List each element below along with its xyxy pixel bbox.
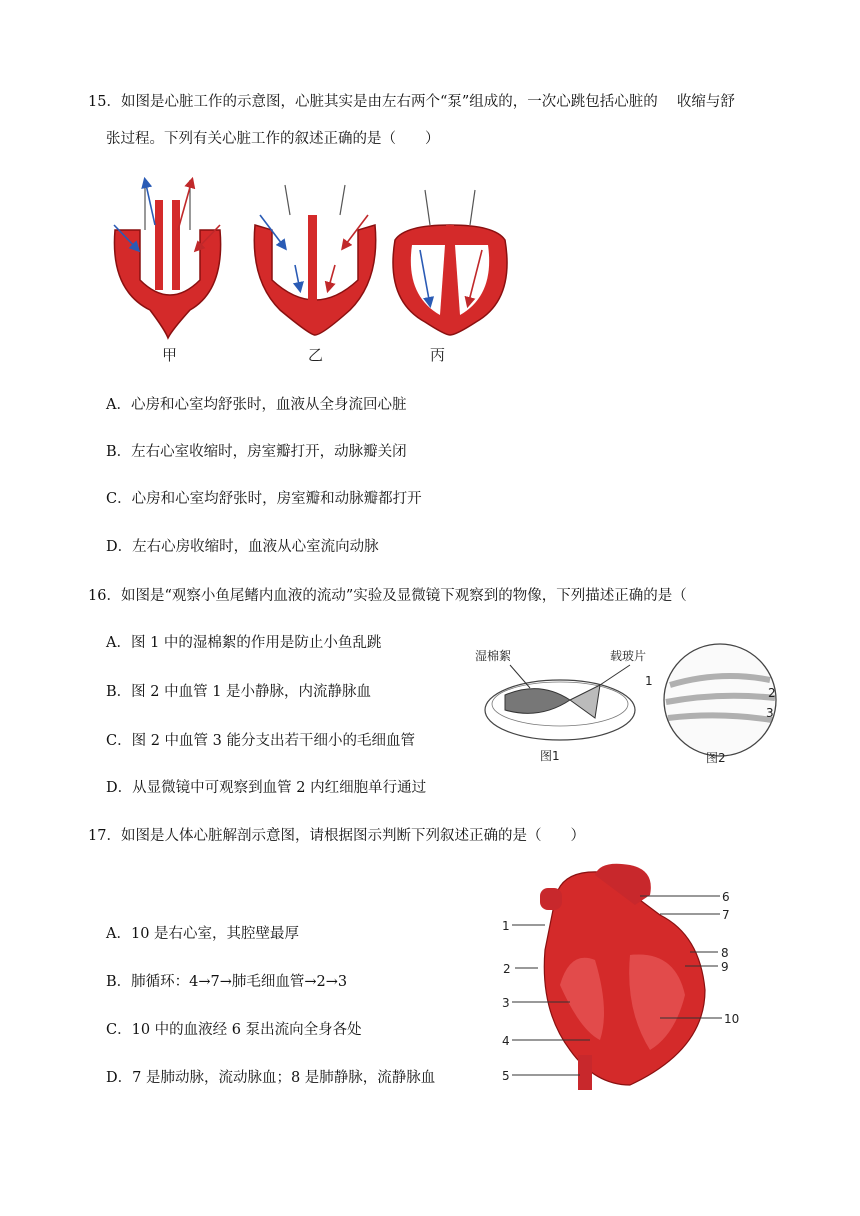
label-fig2: 图2 [706, 751, 726, 765]
anatomy-label-9: 9 [721, 960, 729, 974]
anatomy-label-8: 8 [721, 946, 729, 960]
caption-jia: 甲 [162, 346, 178, 364]
q16-option-a[interactable]: A．图 1 中的湿棉絮的作用是防止小鱼乱跳 [106, 635, 382, 651]
label-fig1: 图1 [540, 749, 560, 763]
q17-stem-line1: 17．如图是人体心脏解剖示意图，请根据图示判断下列叙述正确的是（ ） [88, 828, 585, 844]
caption-yi: 乙 [308, 346, 324, 364]
label-slide: 载玻片 [610, 649, 647, 663]
q16-stem-line1: 16．如图是“观察小鱼尾鳍内血液的流动”实验及显微镜下观察到的物像，下列描述正确的是（ [88, 588, 687, 604]
q17-option-b[interactable]: B．肺循环：4→7→肺毛细血管→2→3 [106, 974, 348, 990]
q15-stem-line1: 15．如图是心脏工作的示意图，心脏其实是由左右两个“泵”组成的，一次心跳包括心脏的 收缩与舒 [88, 94, 735, 110]
q15-option-b[interactable]: B．左右心室收缩时，房室瓣打开，动脉瓣关闭 [106, 444, 407, 460]
anatomy-label-2: 2 [503, 962, 511, 976]
heart-diagram-jia [114, 180, 221, 338]
q16-fish-figure [470, 640, 790, 770]
anatomy-label-7: 7 [722, 908, 730, 922]
q17-option-a[interactable]: A．10 是右心室，其腔壁最厚 [106, 926, 300, 942]
q15-option-d[interactable]: D．左右心房收缩时，血液从心室流向动脉 [106, 539, 379, 555]
anatomy-label-6: 6 [722, 890, 730, 904]
anatomy-label-10: 10 [724, 1012, 740, 1026]
q15-stem-line2: 张过程。下列有关心脏工作的叙述正确的是（ ） [106, 131, 440, 147]
q16-option-d[interactable]: D．从显微镜中可观察到血管 2 内红细胞单行通过 [106, 780, 427, 796]
caption-bing: 丙 [430, 346, 446, 364]
label-vessel-2: 2 [768, 686, 776, 700]
anatomy-label-4: 4 [502, 1034, 510, 1048]
label-wet-cotton: 湿棉絮 [475, 649, 512, 663]
q15-heart-figure [100, 170, 530, 370]
q16-option-c[interactable]: C．图 2 中血管 3 能分支出若干细小的毛细血管 [106, 733, 415, 749]
heart-diagram-yi [254, 185, 375, 335]
heart-diagram-bing [393, 190, 507, 335]
q17-heart-anatomy-figure [500, 860, 760, 1095]
q17-option-c[interactable]: C．10 中的血液经 6 泵出流向全身各处 [106, 1022, 362, 1038]
anatomy-label-3: 3 [502, 996, 510, 1010]
label-vessel-1: 1 [645, 674, 653, 688]
q15-option-c[interactable]: C．心房和心室均舒张时，房室瓣和动脉瓣都打开 [106, 491, 422, 507]
anatomy-label-5: 5 [502, 1069, 510, 1083]
label-vessel-3: 3 [766, 706, 774, 720]
anatomy-label-1: 1 [502, 919, 510, 933]
q16-option-b[interactable]: B．图 2 中血管 1 是小静脉，内流静脉血 [106, 684, 372, 700]
q17-option-d[interactable]: D．7 是肺动脉，流动脉血；8 是肺静脉，流静脉血 [106, 1070, 436, 1086]
q15-option-a[interactable]: A．心房和心室均舒张时，血液从全身流回心脏 [106, 397, 407, 413]
